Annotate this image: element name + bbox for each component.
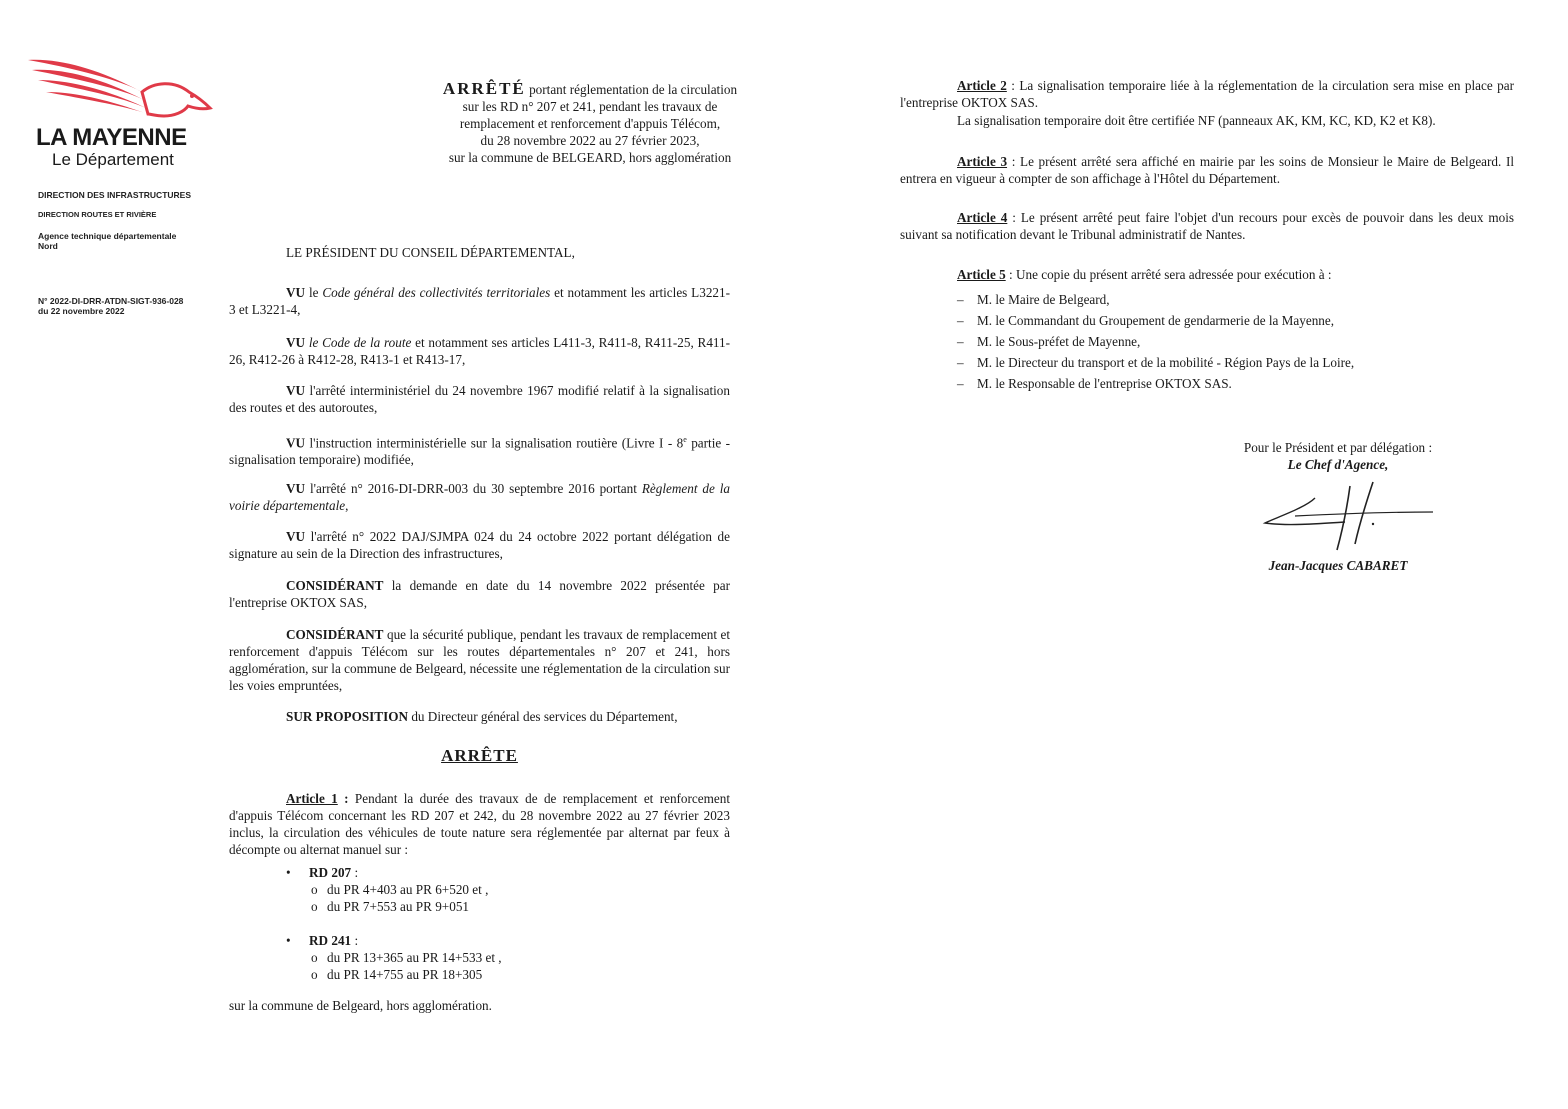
rd-207-label: • RD 207 : bbox=[286, 865, 359, 880]
president-heading: LE PRÉSIDENT DU CONSEIL DÉPARTEMENTAL, bbox=[286, 245, 575, 260]
signatory-name: Jean-Jacques CABARET bbox=[1268, 558, 1408, 573]
brand-name: LA MAYENNE bbox=[36, 124, 187, 151]
list-item: o du PR 7+553 au PR 9+051 bbox=[311, 899, 470, 914]
vu-paragraph-1: VU le Code général des collectivités territoriales et notamment les articles L3221-3 et L3221-4, bbox=[229, 285, 731, 317]
list-item: o du PR 4+403 au PR 6+520 et , bbox=[311, 882, 489, 897]
rd-207-list bbox=[286, 864, 686, 915]
vu-paragraph-6: VU l'arrêté n° 2022 DAJ/SJMPA 024 du 24 octobre 2022 portant délégation de signature au sein de la Direction des infrastructures, bbox=[229, 529, 731, 561]
vu-paragraph-4: VU l'instruction interministérielle sur la signalisation routière (Livre I - 8e partie - signalisation temporaire) modifiée, bbox=[229, 435, 730, 468]
article-3-paragraph: Article 3 : Le présent arrêté sera affiché en mairie par les soins de Monsieur le Maire de Belgeard. Il entrera en vigueur à compter de son affichage à l'Hôtel du Département. bbox=[900, 154, 1515, 186]
agency-chief-line: Le Chef d'Agence, bbox=[1287, 457, 1389, 472]
proposition-paragraph: SUR PROPOSITION du Directeur général des services du Département, bbox=[286, 709, 678, 724]
list-item: – M. le Commandant du Groupement de gendarmerie de la Mayenne, bbox=[957, 313, 1335, 328]
recipient-list bbox=[957, 289, 1517, 394]
article-2-certification: La signalisation temporaire doit être certifiée NF (panneaux AK, KM, KC, KD, K2 et K8). bbox=[957, 113, 1436, 128]
brand-subtitle: Le Département bbox=[52, 150, 174, 169]
rd-241-label: • RD 241 : bbox=[286, 933, 359, 948]
vu-paragraph-2: VU le Code de la route et notamment ses articles L411-3, R411-8, R411-25, R411-26, R412-26 à R412-28, R413-1 et R413-17, bbox=[229, 335, 731, 367]
logo bbox=[24, 52, 214, 172]
agency-label: Agence technique départementale Nord bbox=[38, 231, 177, 251]
article-5-paragraph: Article 5 : Une copie du présent arrêté sera adressée pour exécution à : bbox=[957, 267, 1332, 282]
handwritten-signature-icon bbox=[1255, 478, 1455, 558]
considerant-paragraph-1: CONSIDÉRANT la demande en date du 14 novembre 2022 présentée par l'entreprise OKTOX SAS, bbox=[229, 578, 731, 610]
mayenne-bird-logo-icon bbox=[24, 52, 214, 124]
reference-number: N° 2022-DI-DRR-ATDN-SIGT-936-028 du 22 novembre 2022 bbox=[38, 296, 184, 316]
arrete-heading: ARRÊTE bbox=[441, 746, 518, 765]
sub-direction-label: DIRECTION ROUTES ET RIVIÈRE bbox=[38, 210, 157, 219]
article-1-paragraph: Article 1 : Pendant la durée des travaux de de remplacement et renforcement d'appuis Télécom concernant les RD 207 et 242, du 28 novembre 2022 au 27 février 2023 inclus, la circulation des véhicules de toute nature sera réglementée par alternat par feux à décompte ou alternat manuel sur : bbox=[229, 791, 730, 857]
article-1-closing: sur la commune de Belgeard, hors agglomération. bbox=[229, 998, 492, 1013]
vu-paragraph-5: VU l'arrêté n° 2016-DI-DRR-003 du 30 septembre 2016 portant Règlement de la voirie départementale, bbox=[229, 481, 731, 513]
list-item: o du PR 13+365 au PR 14+533 et , bbox=[311, 950, 502, 965]
article-4-paragraph: Article 4 : Le présent arrêté peut faire l'objet d'un recours pour excès de pouvoir dans les deux mois suivant sa notification devant le Tribunal administratif de Nantes. bbox=[900, 210, 1514, 242]
vu-paragraph-3: VU l'arrêté interministériel du 24 novembre 1967 modifié relatif à la signalisation des routes et des autoroutes, bbox=[229, 383, 730, 415]
document-title: ARRÊTÉ portant réglementation de la circulation bbox=[442, 79, 738, 98]
rd-241-list bbox=[286, 932, 686, 983]
list-item: o du PR 14+755 au PR 18+305 bbox=[311, 967, 483, 982]
list-item: – M. le Sous-préfet de Mayenne, bbox=[957, 334, 1141, 349]
list-item: – M. le Directeur du transport et de la mobilité - Région Pays de la Loire, bbox=[957, 355, 1355, 370]
signature-block bbox=[1200, 439, 1476, 473]
list-item: – M. le Maire de Belgeard, bbox=[957, 292, 1110, 307]
document-title-block: ARRÊTÉ portant réglementation de la circulation sur les RD n° 207 et 241, pendant les travaux de remplacement et renforcement d'appuis Télécom, du 28 novembre 2022 au 27 février 2023, sur la commune de BELGEARD, hors agglomération bbox=[340, 80, 840, 166]
list-item: – M. le Responsable de l'entreprise OKTOX SAS. bbox=[957, 376, 1232, 391]
direction-label: DIRECTION DES INFRASTRUCTURES bbox=[38, 190, 192, 200]
article-2-paragraph: Article 2 : La signalisation temporaire liée à la réglementation de la circulation sera mise en place par l'entreprise OKTOX SAS. bbox=[900, 78, 1514, 110]
considerant-paragraph-2: CONSIDÉRANT que la sécurité publique, pendant les travaux de remplacement et renforcement d'appuis Télécom sur les routes départementales n° 207 et 241, hors agglomération, sur la commune de Belgeard, nécessite une réglementation de la circulation sur les voies empruntées, bbox=[229, 627, 730, 693]
delegation-line: Pour le Président et par délégation : bbox=[1243, 440, 1433, 455]
